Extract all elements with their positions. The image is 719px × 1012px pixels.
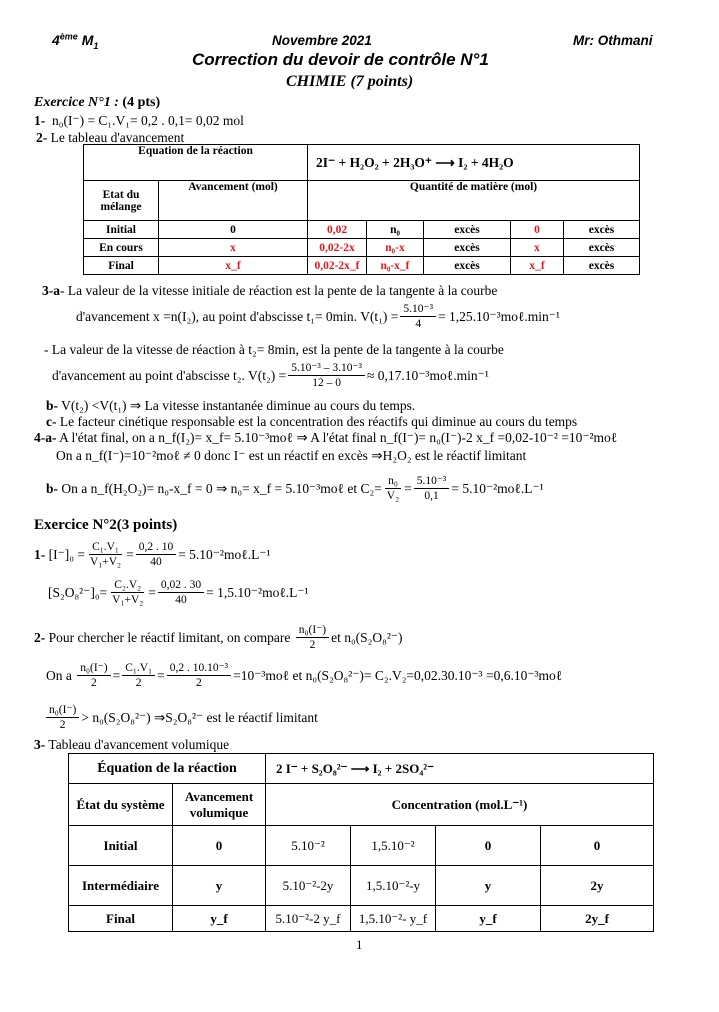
fraction: $\frac{\text{n₀(I⁻)}}{2}$ [46,703,79,732]
table-row: Final y_f 5.10⁻²-2 y_f 1,5.10⁻²- y_f y_f 2y_f [69,906,654,932]
equation-cell: 2I⁻ + H₂O₂ + 2H₃O⁺ ⟶ I₂ + 4H₂O [308,145,640,181]
etat-label-cell: État du système [69,784,173,826]
ex1-q4b: b- On a n_f(H₂O₂)= n₀-x_f = 0 ⇒ n₀= x_f = 5.10⁻³moℓ et C₂= $\frac{\text{n₀}}{\text{V₂}}$ = $\frac{\text{5.10⁻³}}{0,1}$ = 5.10⁻²moℓ.L⁻¹ [46,475,544,502]
ex2-q2: 2- Pour chercher le réactif limitant, on compare $\frac{\text{n₀(I⁻)}}{2}$ et n₀(S₂O₈²⁻) [34,624,403,651]
ex2-q2b: On a $\frac{\text{n₀(I⁻)}}{2}$ = $\frac{\text{C₁.V₁}}{2}$ = $\frac{\text{0,2 . 10.10⁻³}}{2}$ =10⁻³moℓ et n₀(S₂O₈²⁻)= C₂.V₂=0,02.30.10⁻³ =0,6.10⁻³moℓ [46,662,563,689]
exam-date: Novembre 2021 [272,33,372,48]
ex1-q3b: b- V(t₂) <V(t₁) ⇒ La vitesse instantanée diminue au cours du temps. [46,398,416,413]
page-number: 1 [356,937,363,952]
fraction: $\frac{\text{5.10⁻³}}{4}$ [400,302,436,331]
ex1-q3a-line3: - La valeur de la vitesse de réaction à t₂= 8min, est la pente de la tangente à la courbe [44,342,504,357]
page-subtitle: CHIMIE (7 points) [286,73,414,90]
fraction: $\frac{\text{C₁.V₁}}{2}$ [122,661,155,690]
ex1-q1: 1- n₀(I⁻) = C₁.V₁= 0,2 . 0,1= 0,02 mol [34,113,244,128]
ex1-q4a-line1: 4-a- A l'état final, on a n_f(I₂)= x_f= 5.10⁻³moℓ ⇒ A l'état final n_f(I⁻)= n₀(I⁻)-2 x_f =0,02-10⁻² =10⁻²moℓ [34,430,618,445]
ex1-q4a-line2: On a n_f(I⁻)=10⁻²moℓ ≠ 0 donc I⁻ est un réactif en excès ⇒H₂O₂ est le réactif limitant [56,448,527,463]
page-title: Correction du devoir de contrôle N°1 [192,50,489,69]
fraction: $\frac{\text{n₀(I⁻)}}{2}$ [77,661,110,690]
ex2-heading: Exercice N°2(3 points) [34,517,178,533]
quantite-label-cell: Quantité de matière (mol) [308,181,640,221]
etat-label-cell: Etat du mélange [84,181,159,221]
eq-label-cell: Equation de la réaction [84,145,308,181]
table-row: Initial 0 0,02 n₀ excès 0 excès [84,221,640,239]
fraction: $\frac{\text{n₀}}{\text{V₂}}$ [386,475,400,502]
ex1-heading: Exercice N°1 : (4 pts) [34,95,161,110]
teacher-name: Mr: Othmani [573,33,653,48]
eq-label-cell: Équation de la réaction [69,754,266,784]
ex1-q3a-line4: d'avancement au point d'abscisse t₂. V(t₂) = $\frac{\text{5.10⁻³ – 3.10⁻³}}{12 - 0}$ ≈ 0,17.10⁻³moℓ.min⁻¹ [52,362,489,389]
table-row: Intermédiaire y 5.10⁻²-2y 1,5.10⁻²-y y 2y [69,866,654,906]
ex2-q2c: $\frac{\text{n₀(I⁻)}}{2}$ > n₀(S₂O₈²⁻) ⇒S₂O₈²⁻ est le réactif limitant [44,703,318,732]
table-row: En cours x 0,02-2x n₀-x excès x excès [84,239,640,257]
table-row: Initial 0 5.10⁻² 1,5.10⁻² 0 0 [69,826,654,866]
ex2-q1b: [S₂O₈²⁻]₀= $\frac{\text{C₂.V₂}}{\text{V₁+V₂}}$ = $\frac{0,02 . 30}{40}$ = 1,5.10⁻²moℓ.L⁻¹ [48,579,309,606]
av-label-cell: Avancement volumique [173,784,266,826]
fraction: $\frac{\text{C₁.V₁}}{\text{V₁+V₂}}$ [89,541,122,568]
avancement-label-cell: Avancement (mol) [159,181,308,221]
equation-cell: 2 I⁻ + S₂O₈²⁻ ⟶ I₂ + 2SO₄²⁻ [266,754,654,784]
conc-label-cell: Concentration (mol.L⁻¹) [266,784,654,826]
ex1-q2: 2- Le tableau d'avancement [36,130,185,145]
table-row: Final x_f 0,02-2x_f n₀-x_f excès x_f excès [84,257,640,275]
fraction: $\frac{\text{5.10⁻³}}{0,1}$ [414,474,450,503]
fraction: $\frac{0,02 . 30}{40}$ [158,578,204,607]
fraction: $\frac{0,2 . 10}{40}$ [136,540,177,569]
ex1-advancement-table [83,144,640,275]
fraction: $\frac{\text{C₂.V₂}}{\text{V₁+V₂}}$ [112,579,144,606]
fraction: $\frac{\text{0,2 . 10.10⁻³}}{2}$ [167,661,231,690]
class-label: 4ème $M_1$ [52,31,99,51]
ex2-volumetric-table [68,753,654,932]
fraction: $\frac{\text{5.10⁻³ – 3.10⁻³}}{12 - 0}$ [288,361,365,390]
ex1-q3a-line1: 3-a- La valeur de la vitesse initiale de réaction est la pente de la tangente à la courbe [42,283,498,298]
ex2-q1a: 1- [I⁻]₀ = $\frac{\text{C₁.V₁}}{\text{V₁+V₂}}$ = $\frac{0,2 . 10}{40}$ = 5.10⁻²moℓ.L⁻¹ [34,541,271,568]
ex2-q3: 3- Tableau d'avancement volumique [34,737,230,752]
fraction: $\frac{\text{n₀(I⁻)}}{2}$ [296,623,329,652]
ex1-q3a-line2: d'avancement x =n(I₂), au point d'abscisse t₁= 0min. V(t₁) = $\frac{\text{5.10⁻³}}{4}$ = 1,25.10⁻³moℓ.min⁻¹ [76,303,560,330]
ex1-q3c: c- Le facteur cinétique responsable est la concentration des réactifs qui diminue au cours du temps [46,414,578,429]
